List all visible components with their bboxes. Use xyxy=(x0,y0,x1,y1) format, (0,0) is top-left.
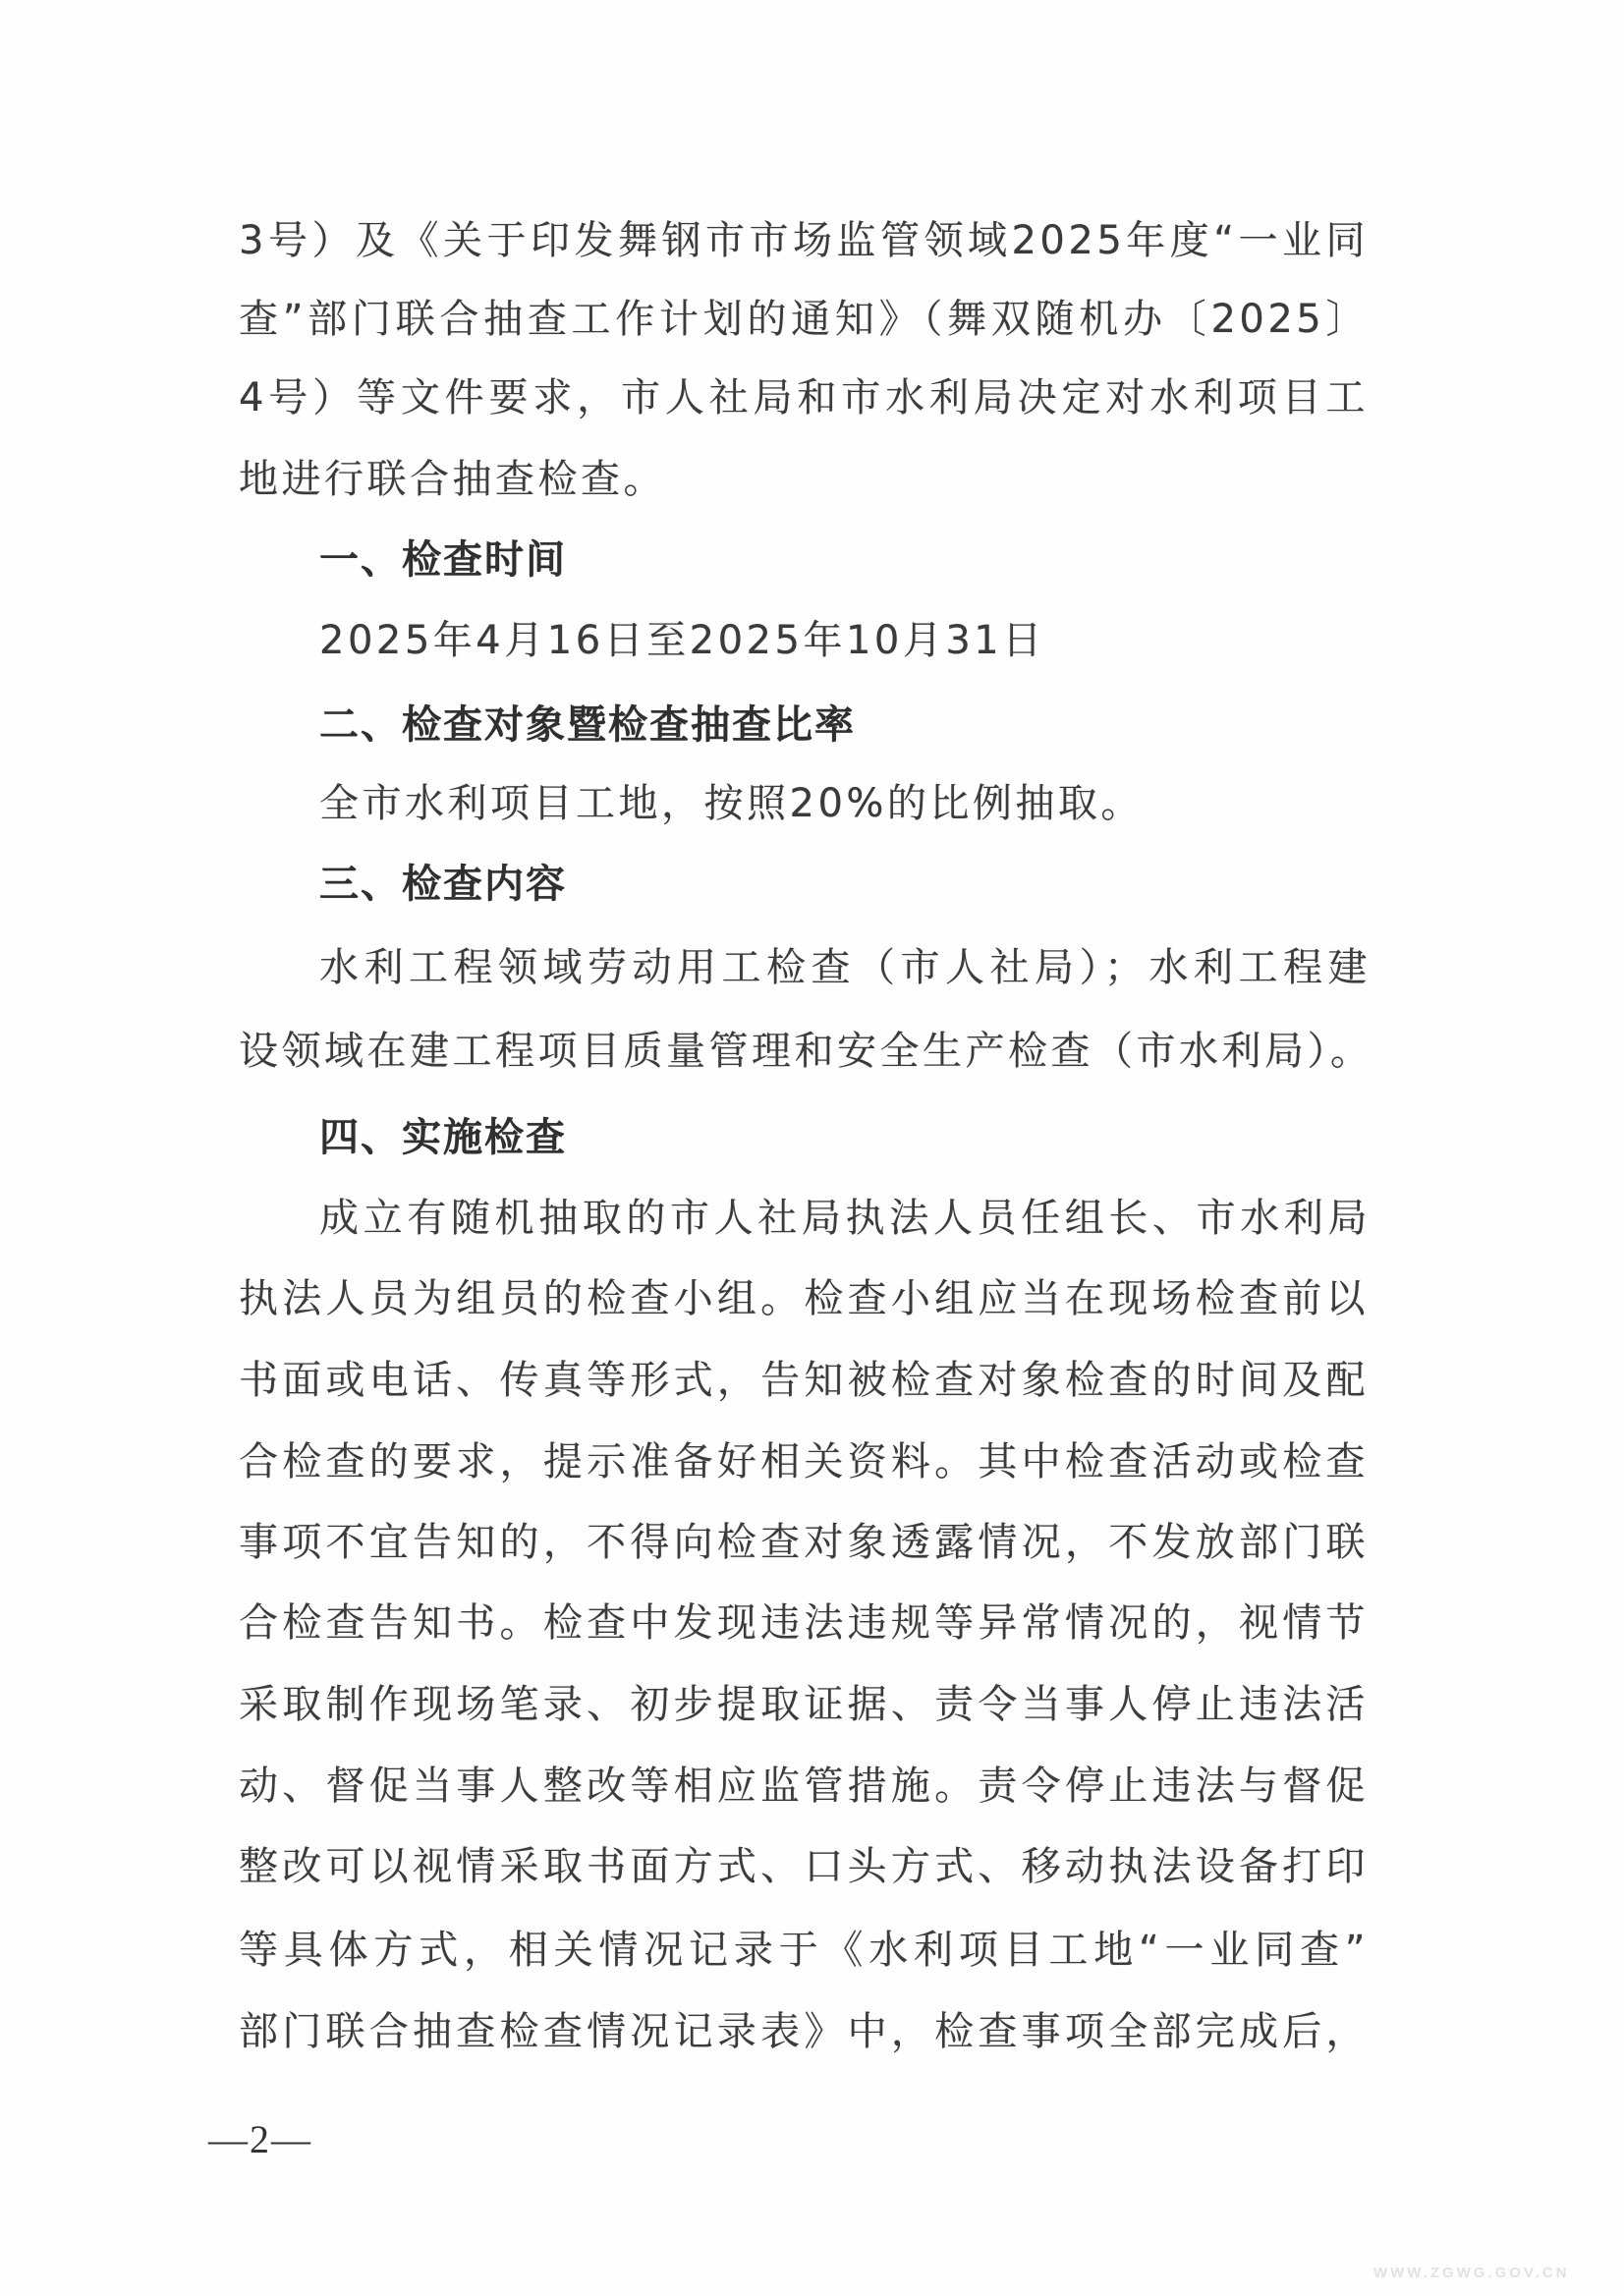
page-number: —2— xyxy=(208,2117,312,2161)
inspection-content-line: 设领域在建工程项目质量管理和安全生产检查（市水利局）。 xyxy=(239,1029,1373,1074)
implementation-line: 采取制作现场笔录、初步提取证据、责令当事人停止违法活 xyxy=(239,1682,1369,1727)
inspection-content-line: 水利工程领域劳动用工检查（市人社局）；水利工程建 xyxy=(319,945,1371,990)
implementation-line: 动、督促当事人整改等相应监管措施。责令停止违法与督促 xyxy=(239,1764,1369,1809)
paragraph-line: 地进行联合抽查检查。 xyxy=(239,457,666,502)
paragraph-line: 3号）及《关于印发舞钢市市场监管领域2025年度“一业同 xyxy=(239,218,1369,263)
inspection-target-text: 全市水利项目工地，按照20%的比例抽取。 xyxy=(319,781,1144,826)
paragraph-line: 查”部门联合抽查工作计划的通知》（舞双随机办〔2025〕 xyxy=(239,297,1369,342)
section-heading-inspection-content: 三、检查内容 xyxy=(319,862,567,907)
implementation-line: 事项不宜告知的，不得向检查对象透露情况，不发放部门联 xyxy=(239,1520,1369,1565)
inspection-time-text: 2025年4月16日至2025年10月31日 xyxy=(319,618,1045,663)
implementation-line: 整改可以视情采取书面方式、口头方式、移动执法设备打印 xyxy=(239,1844,1369,1889)
implementation-line: 部门联合抽查检查情况记录表》中，检查事项全部完成后， xyxy=(239,2009,1369,2054)
section-heading-inspection-target: 二、检查对象暨检查抽查比率 xyxy=(319,702,856,748)
paragraph-line: 4号）等文件要求，市人社局和市水利局决定对水利项目工 xyxy=(239,375,1369,420)
section-heading-inspection-time: 一、检查时间 xyxy=(319,537,567,583)
implementation-line: 等具体方式，相关情况记录于《水利项目工地“一业同查” xyxy=(239,1928,1369,1973)
implementation-line: 合检查告知书。检查中发现违法违规等异常情况的，视情节 xyxy=(239,1600,1369,1646)
site-watermark: WWW.ZGWG.GOV.CN xyxy=(1373,2265,1570,2281)
implementation-line: 成立有随机抽取的市人社局执法人员任组长、市水利局 xyxy=(319,1196,1371,1241)
implementation-line: 书面或电话、传真等形式，告知被检查对象检查的时间及配 xyxy=(239,1358,1369,1403)
implementation-line: 执法人员为组员的检查小组。检查小组应当在现场检查前以 xyxy=(239,1276,1369,1321)
section-heading-implementation: 四、实施检查 xyxy=(319,1115,567,1160)
implementation-line: 合检查的要求，提示准备好相关资料。其中检查活动或检查 xyxy=(239,1439,1369,1484)
